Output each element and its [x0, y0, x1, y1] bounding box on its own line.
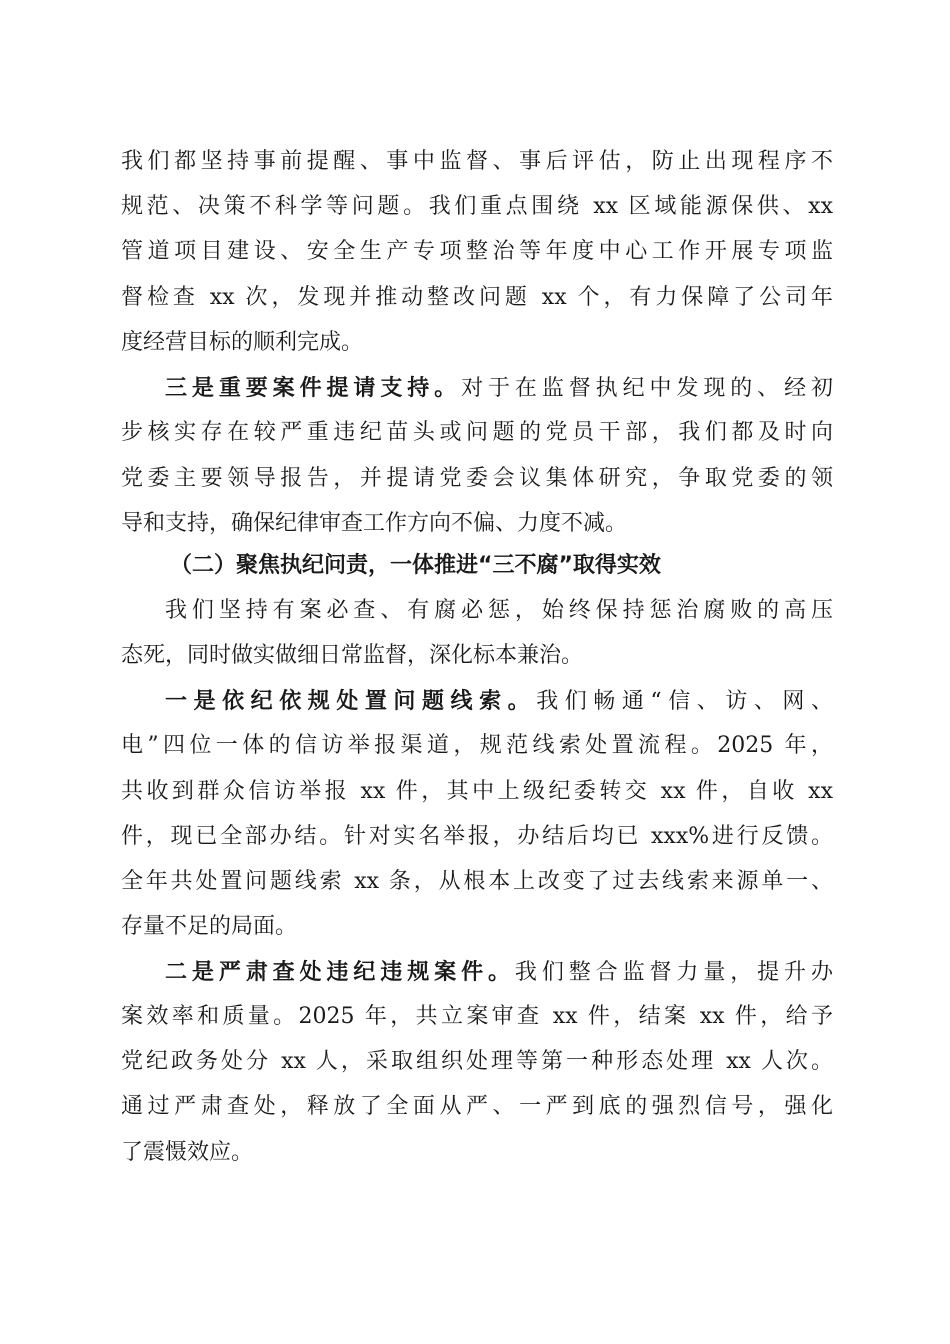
- paragraph-line: 件，现已全部办结。针对实名举报，办结后均已 xxx%进行反馈。: [121, 824, 833, 849]
- paragraph-line: 督检查 xx 次，发现并推动整改问题 xx 个，有力保障了公司年: [121, 285, 833, 310]
- paragraph-line: 党纪政务处分 xx 人，采取组织处理等第一种形态处理 xx 人次。: [121, 1049, 833, 1074]
- paragraph-line: 共收到群众信访举报 xx 件，其中上级纪委转交 xx 件，自收 xx: [121, 779, 833, 804]
- paragraph-line: 案效率和质量。2025 年，共立案审查 xx 件，结案 xx 件，给予: [121, 1004, 833, 1029]
- paragraph-line: 我们都坚持事前提醒、事中监督、事后评估，防止出现程序不: [121, 149, 833, 174]
- section3-lead: 三是重要案件提请支持。: [165, 375, 462, 401]
- item1-lead: 一是依纪依规处置问题线索。: [165, 688, 537, 714]
- paragraph-line: 态死，同时做实做细日常监督，深化标本兼治。: [121, 643, 584, 668]
- section3-first-line: [165, 373, 833, 403]
- item1-first-rest: 我们畅通“信、访、网、: [536, 689, 833, 714]
- paragraph-line: 规范、决策不科学等问题。我们重点围绕 xx 区域能源保供、xx: [121, 194, 833, 219]
- section-heading: （二）聚焦执纪问责，一体推进“三不腐”取得实效: [170, 553, 661, 578]
- paragraph-line: 我们坚持有案必查、有腐必惩，始终保持惩治腐败的高压: [165, 598, 833, 623]
- paragraph-line: 党委主要领导报告，并提请党委会议集体研究，争取党委的领: [121, 466, 833, 491]
- paragraph-line: 存量不足的局面。: [121, 914, 298, 939]
- paragraph-line: 全年共处置问题线索 xx 条，从根本上改变了过去线索来源单一、: [121, 869, 833, 894]
- item2-first-line: [165, 957, 833, 987]
- item2-lead: 二是严肃查处违纪违规案件。: [165, 959, 515, 985]
- item2-first-rest: 我们整合监督力量，提升办: [514, 960, 833, 985]
- paragraph-line: 管道项目建设、安全生产专项整治等年度中心工作开展专项监: [121, 239, 833, 264]
- paragraph-line: 度经营目标的顺利完成。: [121, 330, 364, 355]
- paragraph-line: 通过严肃查处，释放了全面从严、一严到底的强烈信号，强化: [121, 1094, 833, 1119]
- item1-first-line: [165, 686, 833, 716]
- paragraph-line: 了震慑效应。: [121, 1140, 254, 1165]
- paragraph-line: 电”四位一体的信访举报渠道，规范线索处置流程。2025 年，: [121, 733, 833, 758]
- paragraph-line: 导和支持，确保纪律审查工作方向不偏、力度不减。: [121, 511, 628, 536]
- paragraph-line: 步核实存在较严重违纪苗头或问题的党员干部，我们都及时向: [121, 420, 833, 445]
- section3-first-rest: 对于在监督执纪中发现的、经初: [461, 376, 833, 401]
